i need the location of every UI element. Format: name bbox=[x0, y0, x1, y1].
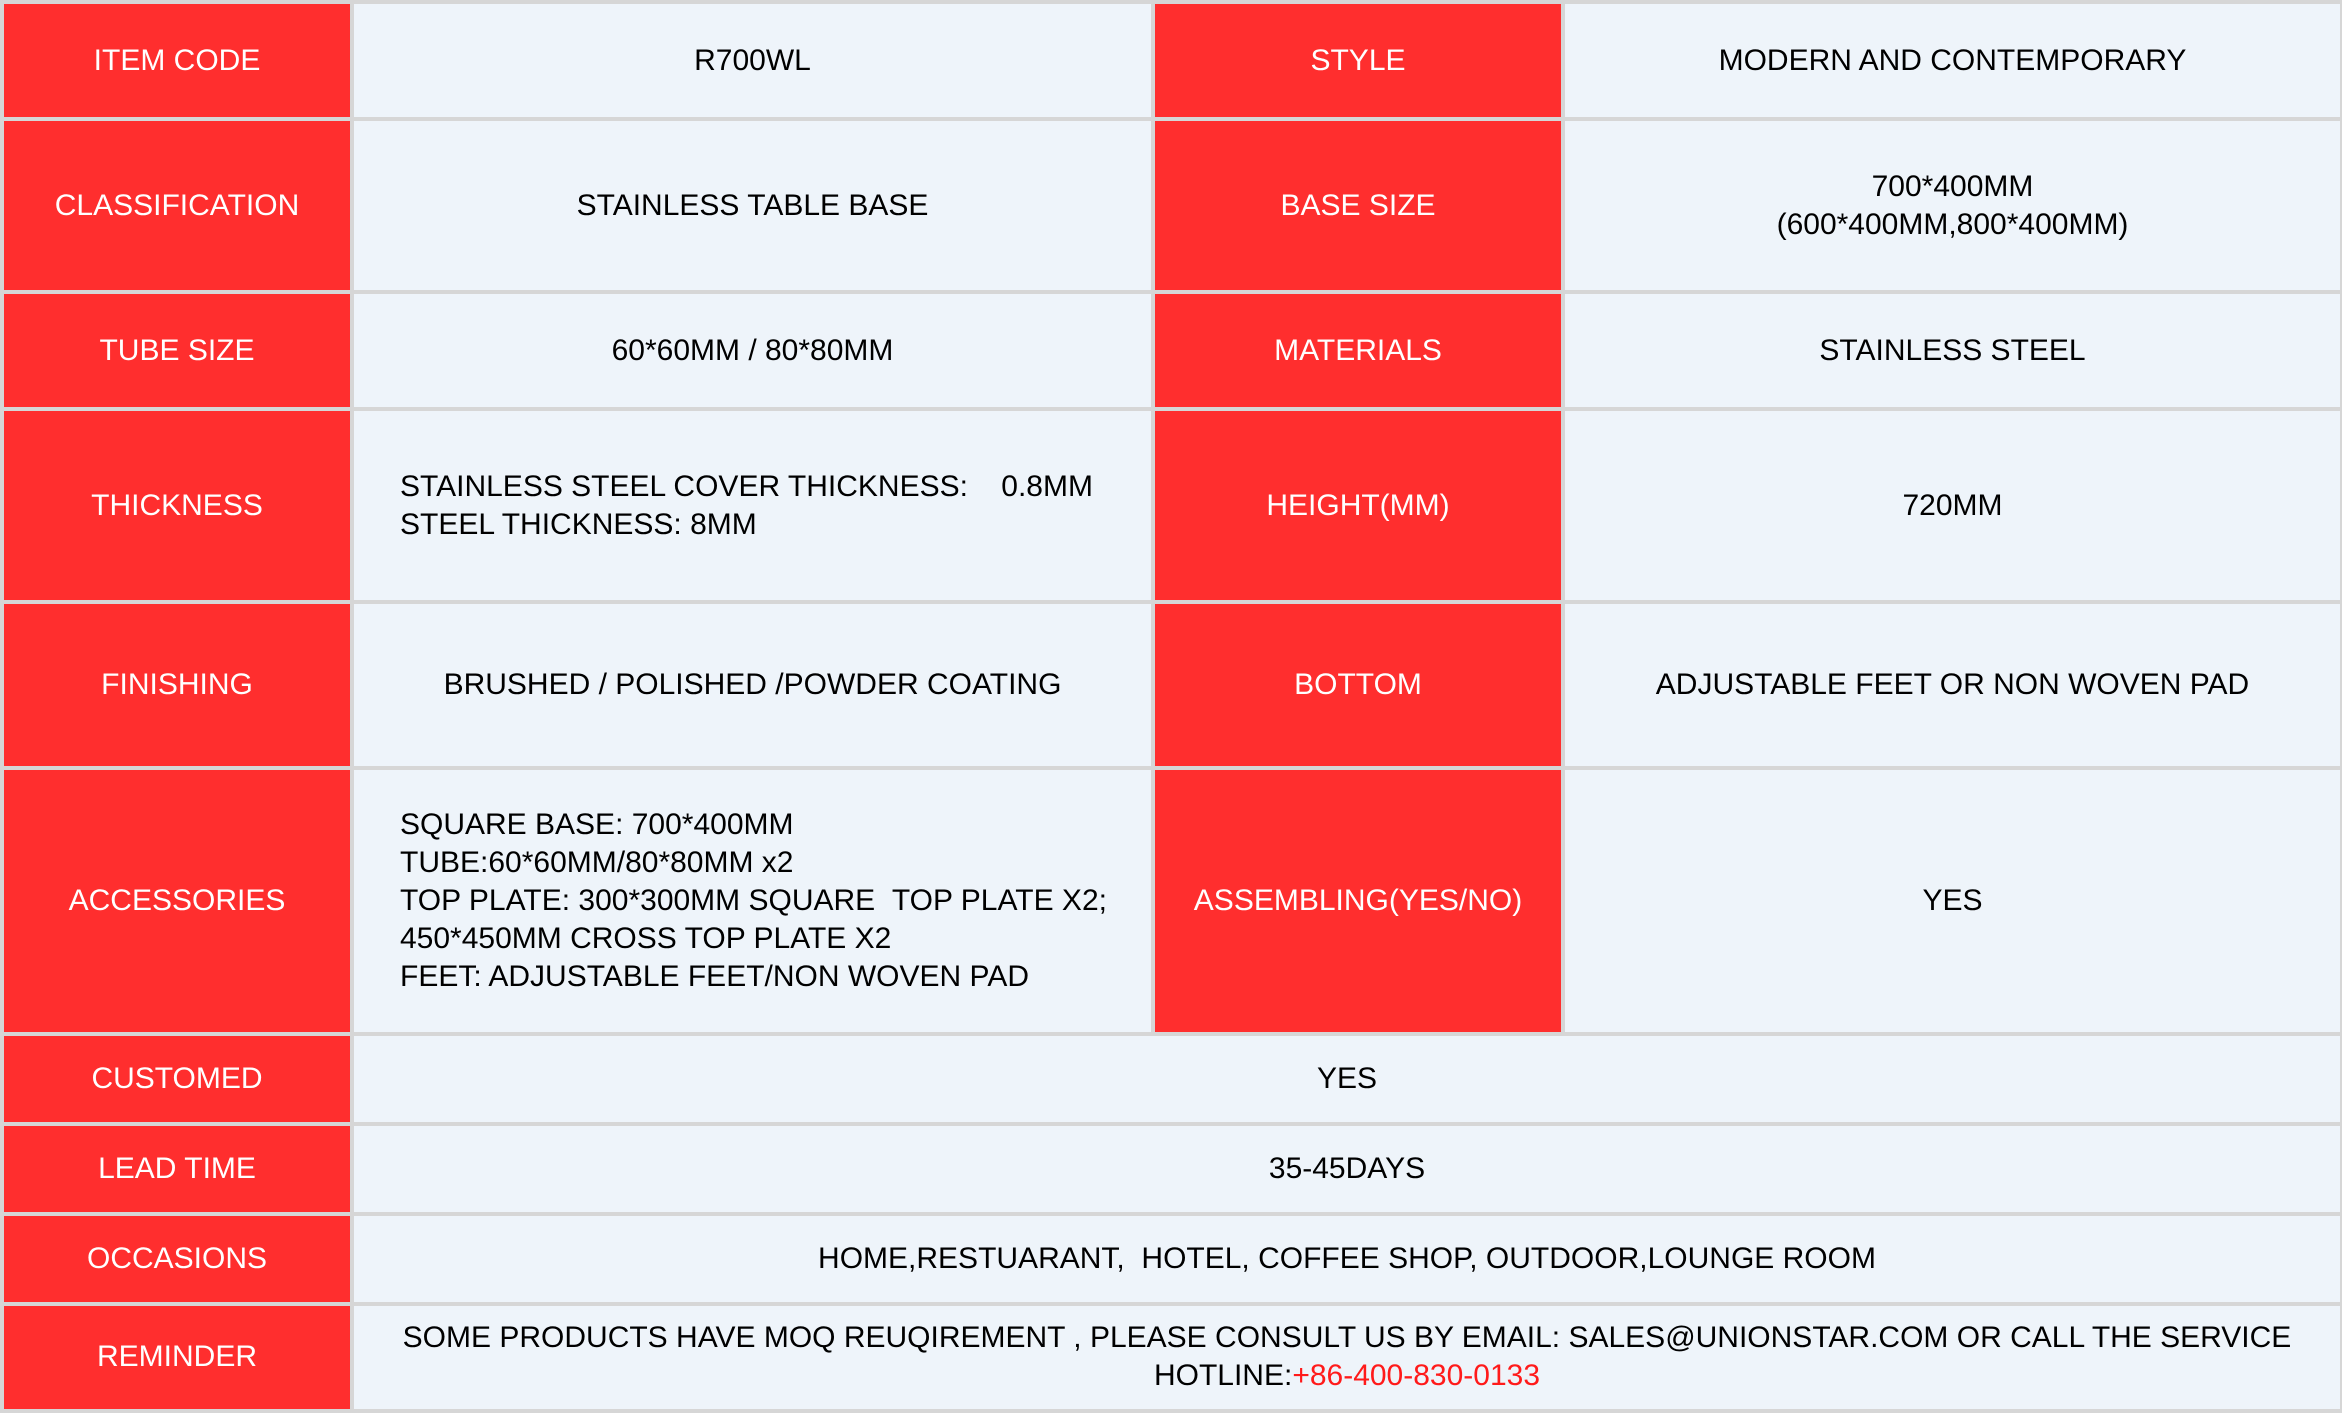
thickness-value bbox=[354, 411, 1151, 600]
base-size-value bbox=[1565, 121, 2340, 290]
spec-row bbox=[4, 1216, 2340, 1302]
spec-row bbox=[4, 770, 2340, 1032]
customed-value: YES bbox=[354, 1036, 2340, 1122]
accessories-line: SQUARE BASE: 700*400MM bbox=[400, 807, 794, 841]
materials-label: MATERIALS bbox=[1155, 294, 1561, 407]
assembling-value: YES bbox=[1565, 770, 2340, 1032]
accessories-label: ACCESSORIES bbox=[4, 770, 350, 1032]
finishing-value: BRUSHED / POLISHED /POWDER COATING bbox=[354, 604, 1151, 765]
materials-value: STAINLESS STEEL bbox=[1565, 294, 2340, 407]
base-size-line: 700*400MM bbox=[1871, 169, 2034, 203]
accessories-line: TOP PLATE: 300*300MM SQUARE TOP PLATE X2; bbox=[400, 883, 1107, 917]
base-size-label: BASE SIZE bbox=[1155, 121, 1561, 290]
item-code-label: ITEM CODE bbox=[4, 4, 350, 117]
spec-row bbox=[4, 1126, 2340, 1212]
occasions-value: HOME,RESTUARANT, HOTEL, COFFEE SHOP, OUTDOOR,LOUNGE ROOM bbox=[354, 1216, 2340, 1302]
accessories-value bbox=[354, 770, 1151, 1032]
item-code-value: R700WL bbox=[354, 4, 1151, 117]
thickness-line: STAINLESS STEEL COVER THICKNESS: 0.8MM bbox=[400, 469, 1093, 503]
customed-label: CUSTOMED bbox=[4, 1036, 350, 1122]
accessories-line: FEET: ADJUSTABLE FEET/NON WOVEN PAD bbox=[400, 959, 1029, 993]
tube-size-value: 60*60MM / 80*80MM bbox=[354, 294, 1151, 407]
height-label: HEIGHT(MM) bbox=[1155, 411, 1561, 600]
spec-row bbox=[4, 4, 2340, 117]
spec-row bbox=[4, 121, 2340, 290]
spec-row bbox=[4, 294, 2340, 407]
height-value: 720MM bbox=[1565, 411, 2340, 600]
bottom-value: ADJUSTABLE FEET OR NON WOVEN PAD bbox=[1565, 604, 2340, 765]
assembling-label: ASSEMBLING(YES/NO) bbox=[1155, 770, 1561, 1032]
finishing-label: FINISHING bbox=[4, 604, 350, 765]
classification-label: CLASSIFICATION bbox=[4, 121, 350, 290]
tube-size-label: TUBE SIZE bbox=[4, 294, 350, 407]
style-label: STYLE bbox=[1155, 4, 1561, 117]
thickness-line: STEEL THICKNESS: 8MM bbox=[400, 507, 757, 541]
spec-row bbox=[4, 411, 2340, 600]
accessories-line: 450*450MM CROSS TOP PLATE X2 bbox=[400, 921, 892, 955]
accessories-line: TUBE:60*60MM/80*80MM x2 bbox=[400, 845, 794, 879]
base-size-line: (600*400MM,800*400MM) bbox=[1776, 207, 2129, 241]
lead-time-label: LEAD TIME bbox=[4, 1126, 350, 1212]
reminder-text: SOME PRODUCTS HAVE MOQ REUQIREMENT , PLEASE CONSULT US BY EMAIL: SALES@UNIONSTAR.COM OR CALL THE SERVICE HOTLINE: bbox=[402, 1321, 2292, 1393]
hotline-phone[interactable]: +86-400-830-0133 bbox=[1292, 1359, 1541, 1393]
reminder-label: REMINDER bbox=[4, 1306, 350, 1409]
classification-value: STAINLESS TABLE BASE bbox=[354, 121, 1151, 290]
bottom-label: BOTTOM bbox=[1155, 604, 1561, 765]
reminder-value bbox=[354, 1306, 2340, 1409]
spec-row bbox=[4, 1036, 2340, 1122]
thickness-label: THICKNESS bbox=[4, 411, 350, 600]
spec-row bbox=[4, 604, 2340, 765]
lead-time-value: 35-45DAYS bbox=[354, 1126, 2340, 1212]
spec-row bbox=[4, 1306, 2340, 1409]
occasions-label: OCCASIONS bbox=[4, 1216, 350, 1302]
style-value: MODERN AND CONTEMPORARY bbox=[1565, 4, 2340, 117]
